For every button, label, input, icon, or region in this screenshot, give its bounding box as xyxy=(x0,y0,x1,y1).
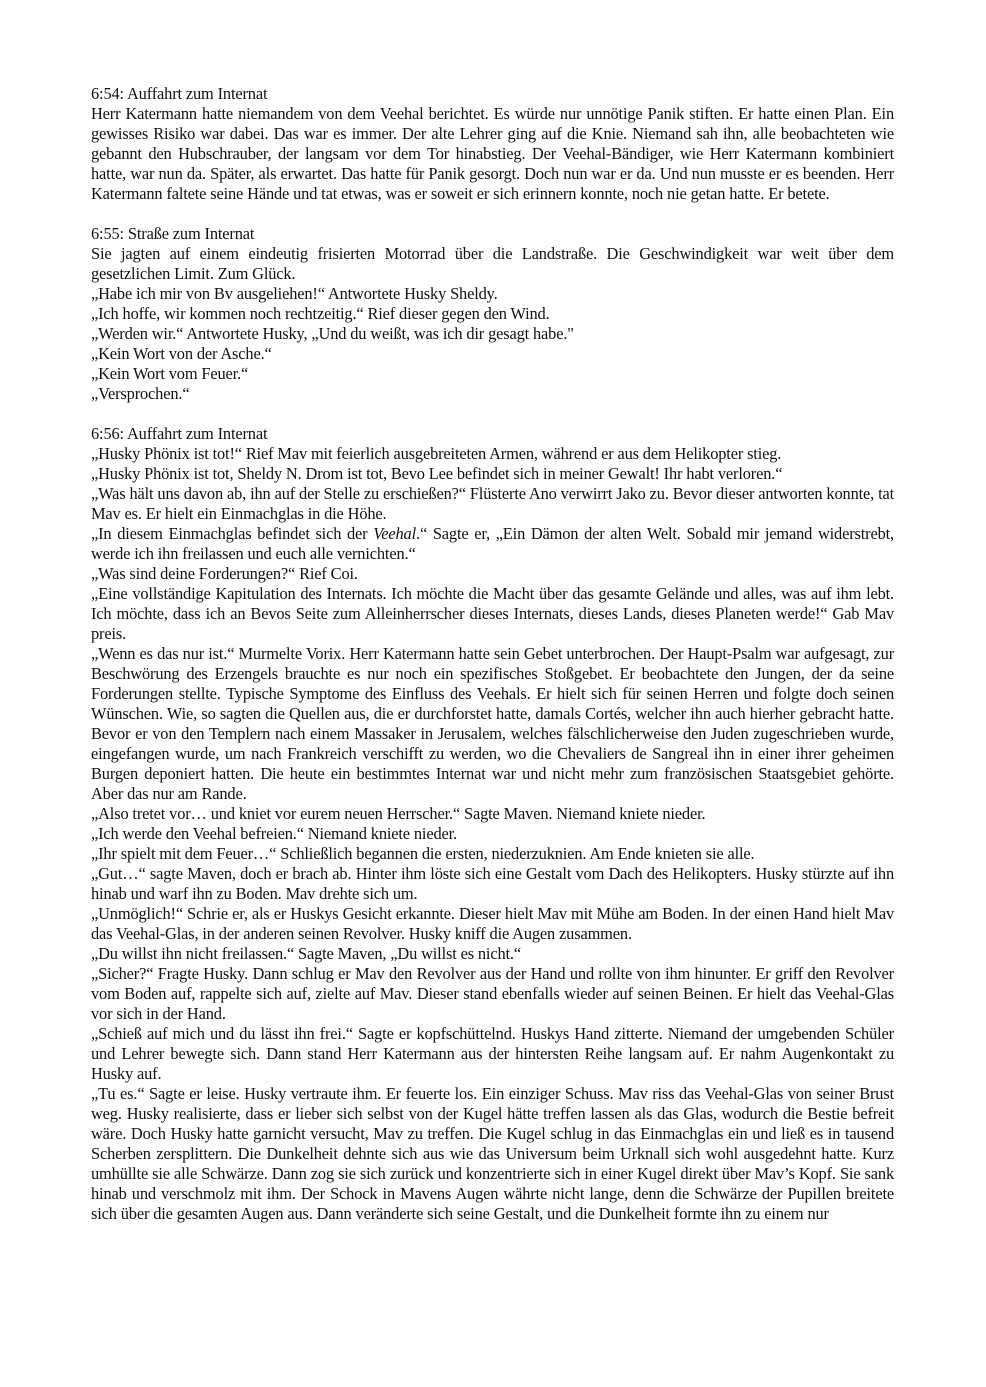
paragraph: „Sicher?“ Fragte Husky. Dann schlug er Mav den Revolver aus der Hand und rollte von ihm hinunter. Er griff den Revolver vom Boden auf, rappelte sich auf, zielte auf Mav. Dieser stand ebenfalls wieder auf seinen Beinen. Er hielt das Veehal-Glas vor sich in der Hand. xyxy=(91,964,894,1023)
document-page xyxy=(91,84,894,1244)
section-655 xyxy=(91,224,894,404)
dialogue-line: „Habe ich mir von Bv ausgeliehen!“ Antwortete Husky Sheldy. xyxy=(91,284,498,303)
dialogue-line: „Werden wir.“ Antwortete Husky, „Und du weißt, was ich dir gesagt habe." xyxy=(91,324,574,343)
dialogue-line: „Kein Wort vom Feuer.“ xyxy=(91,364,249,383)
dialogue-line: „Versprochen.“ xyxy=(91,384,190,403)
section-656 xyxy=(91,424,894,1224)
paragraph: „Schieß auf mich und du lässt ihn frei.“ Sagte er kopfschüttelnd. Huskys Hand zitterte. Niemand der umgebenden Schüler und Lehrer bewegte sich. Dann stand Herr Katermann aus der hintersten Reihe langsam auf. Er nahm Augenkontakt zu Husky auf. xyxy=(91,1024,894,1083)
paragraph: „Wenn es das nur ist.“ Murmelte Vorix. Herr Katermann hatte sein Gebet unterbrochen. Der Haupt-Psalm war aufgesagt, zur Beschwörung des Erzengels brauchte es nur noch ein spezifisches Stoßgebet. Er beobachtete den Jungen, der da seine Forderungen stellte. Typische Symptome des Einfluss des Veehals. Er hielt sich für seinen Herren und folgte doch seinen Wünschen. Wie, so sagten die Quellen aus, die er durchforstet hatte, damals Cortés, welcher ihn auch hierher gebracht hatte. Bevor er von den Templern nach einem Massaker in Jerusalem, welches fälschlicherweise den Juden zugeschrieben wurde, eingefangen wurde, um nach Frankreich verschifft zu werden, wo die Chevaliers de Sangreal ihn in einer ihrer geheimen Burgen deponiert hatten. Die heute ein bestimmtes Internat war und nicht mehr zum französischen Staatsgebiet gehörte. Aber das nur am Rande. xyxy=(91,644,894,803)
dialogue-line: „Kein Wort von der Asche.“ xyxy=(91,344,272,363)
section-654 xyxy=(91,84,894,204)
paragraph: „Was hält uns davon ab, ihn auf der Stelle zu erschießen?“ Flüsterte Ano verwirrt Jako zu. Bevor dieser antworten konnte, tat Mav es. Er hielt ein Einmachglas in die Höhe. xyxy=(91,484,894,523)
paragraph: „Tu es.“ Sagte er leise. Husky vertraute ihm. Er feuerte los. Ein einziger Schuss. Mav riss das Veehal-Glas von seiner Brust weg. Husky realisierte, dass er lieber sich selbst von der Kugel hätte treffen lassen als das Glas, wodurch die Bestie befreit wäre. Doch Husky hatte garnicht versucht, Mav zu treffen. Die Kugel schlug in das Einmachglas ein und ließ es in tausend Scherben zersplittern. Die Dunkelheit dehnte sich aus wie das Universum beim Urknall sich wohl ausgedehnt hatte. Kurz umhüllte sie alle Schwärze. Dann zog sie sich zurück und konzentrierte sich in einer Kugel direkt über Mav’s Kopf. Sie sank hinab und verschmolz mit ihm. Der Schock in Mavens Augen währte nicht lange, denn die Schwärze der Pupillen breitete sich über die gesamten Augen aus. Dann veränderte sich seine Gestalt, und die Dunkelheit formte ihn zu einem nur xyxy=(91,1084,894,1223)
paragraph: Herr Katermann hatte niemandem von dem Veehal berichtet. Es würde nur unnötige Panik stiften. Er hatte einen Plan. Ein gewisses Risiko war dabei. Das war es immer. Der alte Lehrer ging auf die Knie. Niemand sah ihn, alle beobachteten wie gebannt den Hubschrauber, der langsam vor dem Tor hinabstieg. Der Veehal-Bändiger, wie Herr Katermann kombiniert hatte, war nun da. Später, als erwartet. Das hatte für Panik gesorgt. Doch nun war er da. Und nun musste er es beenden. Herr Katermann faltete seine Hände und tat etwas, was er soweit er sich erinnern konnte, noch nie getan hatte. Er betete. xyxy=(91,104,894,203)
paragraph-text: „In diesem Einmachglas befindet sich der xyxy=(91,524,374,543)
paragraph-veehal xyxy=(91,524,894,564)
paragraph: „Gut…“ sagte Maven, doch er brach ab. Hinter ihm löste sich eine Gestalt vom Dach des Helikopters. Husky stürzte auf ihn hinab und warf ihn zu Boden. Mav drehte sich um. xyxy=(91,864,894,903)
dialogue-line: „Husky Phönix ist tot, Sheldy N. Drom ist tot, Bevo Lee befindet sich in meiner Gewalt! Ihr habt verloren.“ xyxy=(91,464,783,483)
paragraph: „Unmöglich!“ Schrie er, als er Huskys Gesicht erkannte. Dieser hielt Mav mit Mühe am Boden. In der einen Hand hielt Mav das Veehal-Glas, in der anderen seinen Revolver. Husky kniff die Augen zusammen. xyxy=(91,904,894,943)
dialogue-line: „Du willst ihn nicht freilassen.“ Sagte Maven, „Du willst es nicht.“ xyxy=(91,944,521,963)
section-heading: 6:56: Auffahrt zum Internat xyxy=(91,424,268,443)
dialogue-line: „Ich werde den Veehal befreien.“ Niemand kniete nieder. xyxy=(91,824,457,843)
section-heading: 6:54: Auffahrt zum Internat xyxy=(91,84,268,103)
dialogue-line: „Was sind deine Forderungen?“ Rief Coi. xyxy=(91,564,358,583)
dialogue-line: „Ich hoffe, wir kommen noch rechtzeitig.“ Rief dieser gegen den Wind. xyxy=(91,304,550,323)
dialogue-line: „Husky Phönix ist tot!“ Rief Mav mit feierlich ausgebreiteten Armen, während er aus dem Helikopter stieg. xyxy=(91,444,782,463)
paragraph-text: .“ Sagte er, „Ein Dämon der alten Welt. Sobald mir jemand widerstrebt, werde ich ihn freilassen und euch alle vernichten.“ xyxy=(91,524,894,563)
section-heading: 6:55: Straße zum Internat xyxy=(91,224,255,243)
italic-word: Veehal xyxy=(373,524,417,543)
paragraph: Sie jagten auf einem eindeutig frisierten Motorrad über die Landstraße. Die Geschwindigkeit war weit über dem gesetzlichen Limit. Zum Glück. xyxy=(91,244,894,283)
dialogue-line: „Ihr spielt mit dem Feuer…“ Schließlich begannen die ersten, niederzuknien. Am Ende knieten sie alle. xyxy=(91,844,755,863)
paragraph: „Eine vollständige Kapitulation des Internats. Ich möchte die Macht über das gesamte Gelände und alles, was auf ihm lebt. Ich möchte, dass ich an Bevos Seite zum Alleinherrscher dieses Internats, dieses Lands, dieses Planeten werde!“ Gab Mav preis. xyxy=(91,584,894,643)
dialogue-line: „Also tretet vor… und kniet vor eurem neuen Herrscher.“ Sagte Maven. Niemand kniete nieder. xyxy=(91,804,706,823)
